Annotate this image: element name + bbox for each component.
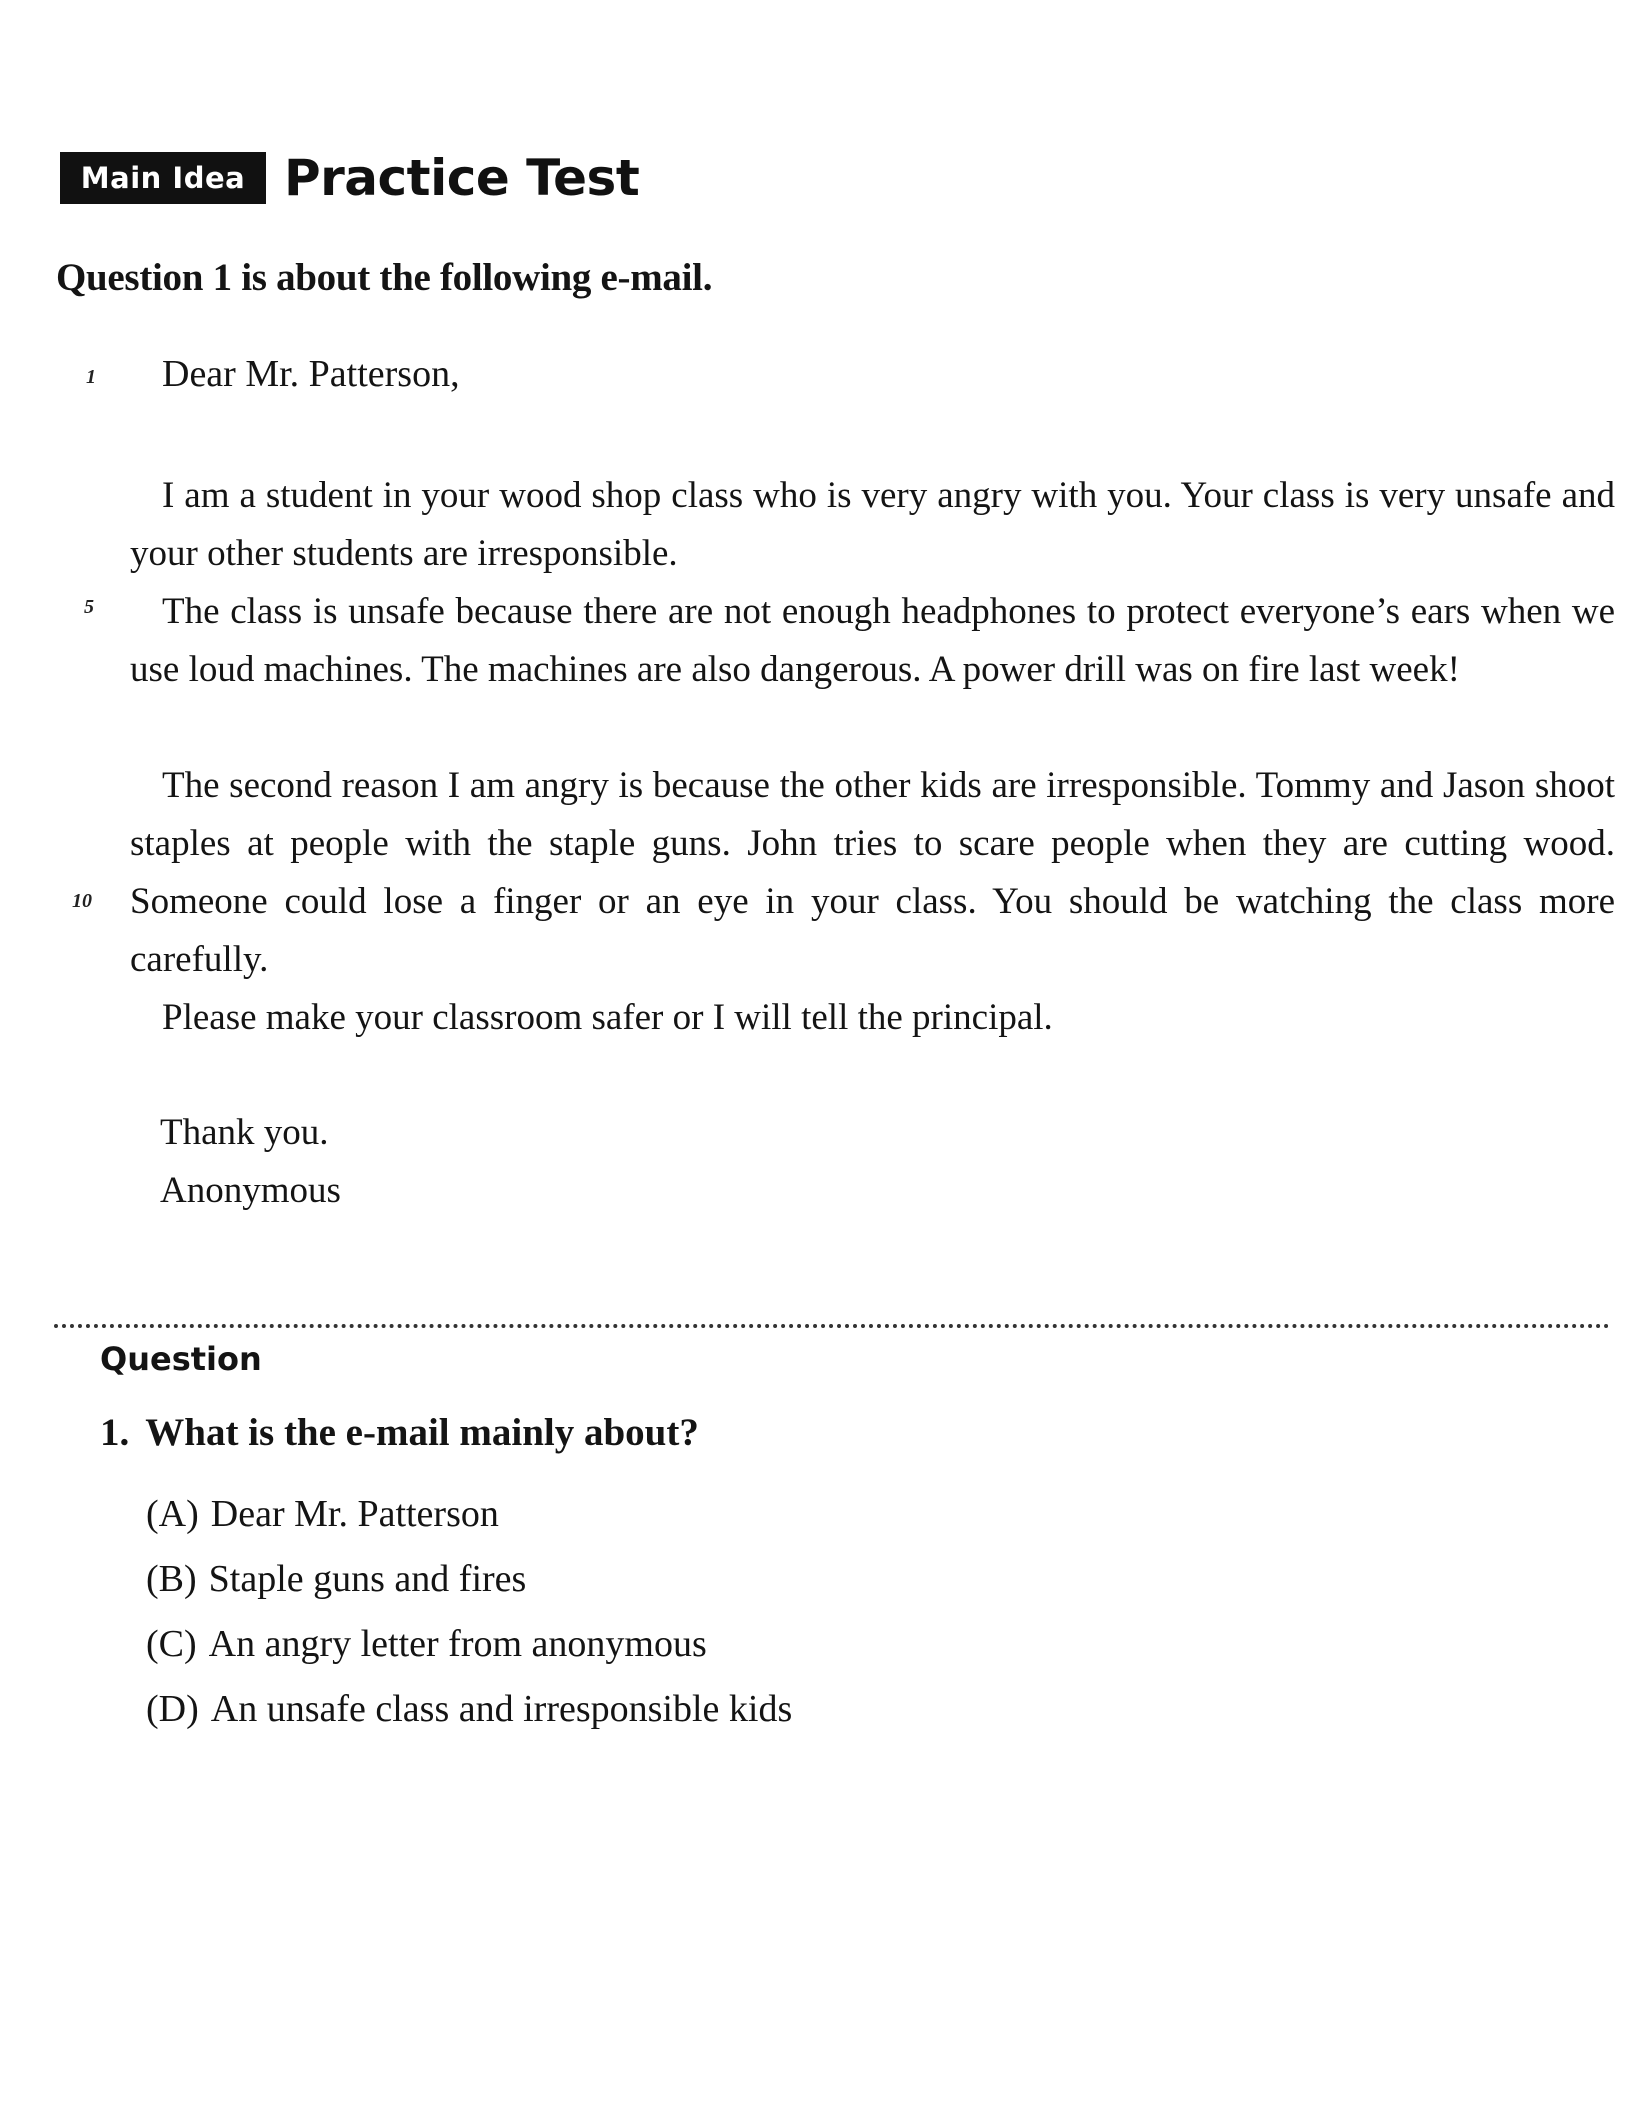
question-number: 1. bbox=[100, 1411, 130, 1454]
option-c[interactable] bbox=[146, 1612, 792, 1677]
option-d-letter: (D) bbox=[146, 1688, 199, 1730]
option-a-letter: (A) bbox=[146, 1493, 199, 1535]
option-d[interactable] bbox=[146, 1677, 792, 1742]
option-a[interactable] bbox=[146, 1482, 792, 1547]
question-heading: Question bbox=[100, 1340, 262, 1378]
email-closing: Thank you. bbox=[160, 1112, 329, 1153]
email-paragraph-2: The class is unsafe because there are not enough headphones to protect everyone’s ears when we use loud machines. The machines are also dangerous. A power drill was on fire last week! bbox=[130, 591, 1615, 690]
line-number-5: 5 bbox=[84, 596, 94, 618]
line-number-1: 1 bbox=[86, 366, 96, 388]
option-c-text: An angry letter from anonymous bbox=[208, 1623, 707, 1665]
line-number-10: 10 bbox=[72, 890, 92, 912]
option-b[interactable] bbox=[146, 1547, 792, 1612]
option-b-text: Staple guns and fires bbox=[208, 1558, 527, 1600]
answer-options bbox=[146, 1482, 792, 1742]
option-c-letter: (C) bbox=[146, 1623, 197, 1665]
email-signature: Anonymous bbox=[160, 1170, 341, 1211]
question-text: What is the e-mail mainly about? bbox=[145, 1411, 699, 1454]
page-title: Practice Test bbox=[284, 149, 640, 207]
option-a-text: Dear Mr. Patterson bbox=[210, 1493, 499, 1535]
email-salutation: Dear Mr. Patterson, bbox=[162, 353, 460, 395]
question-intro: Question 1 is about the following e-mail. bbox=[56, 256, 713, 299]
section-divider bbox=[54, 1324, 1610, 1328]
email-paragraph-1: I am a student in your wood shop class who is very angry with you. Your class is very unsafe and your other students are irresponsible. bbox=[130, 475, 1615, 574]
page-header bbox=[60, 148, 639, 208]
option-d-text: An unsafe class and irresponsible kids bbox=[210, 1688, 793, 1730]
option-b-letter: (B) bbox=[146, 1558, 197, 1600]
email-paragraph-4: Please make your classroom safer or I will tell the principal. bbox=[162, 997, 1053, 1038]
main-idea-badge: Main Idea bbox=[60, 152, 266, 204]
email-paragraph-3: The second reason I am angry is because the other kids are irresponsible. Tommy and Jason shoot staples at people with the staple guns. John tries to scare people when they are cutting wood. Someone could lose a finger or an eye in your class. You should be watching the class more carefully. bbox=[130, 765, 1615, 980]
question-1 bbox=[100, 1410, 699, 1455]
